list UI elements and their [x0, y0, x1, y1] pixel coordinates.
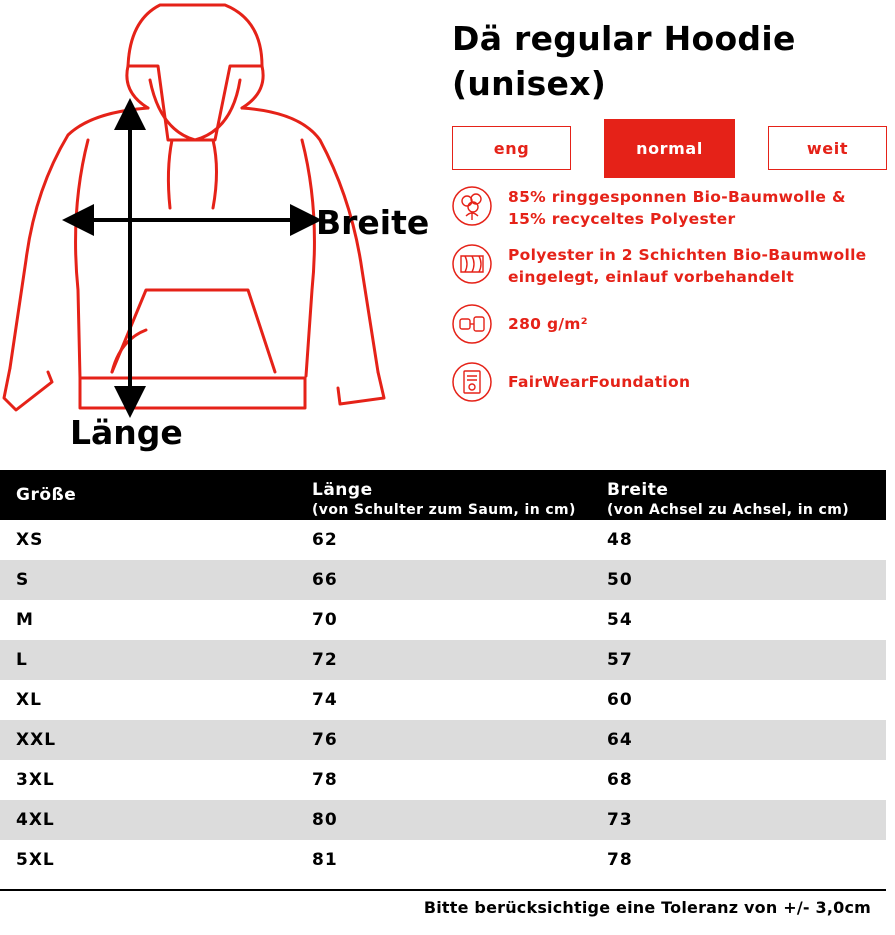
feature-text: 280 g/m² — [508, 315, 588, 333]
tolerance-note: Bitte berücksichtige eine Toleranz von +/- 3,0cm — [423, 898, 871, 917]
fit-option-weit[interactable] — [768, 126, 887, 170]
fit-option-normal[interactable] — [604, 119, 735, 178]
feature-text: FairWearFoundation — [508, 373, 691, 391]
width-cell: 73 — [591, 800, 886, 840]
width-cell: 64 — [591, 720, 886, 760]
size-cell: M — [16, 610, 34, 630]
length-cell: 80 — [296, 800, 591, 840]
header-width-label: Breite — [607, 480, 669, 500]
table-row — [0, 560, 886, 600]
fit-option-eng[interactable] — [452, 126, 571, 170]
table-bottom-rule — [0, 889, 886, 891]
header-length-sub: (von Schulter zum Saum, in cm) — [312, 502, 576, 518]
length-cell: 70 — [312, 610, 338, 630]
hoodie-illustration — [0, 0, 445, 460]
length-cell: 74 — [312, 690, 338, 710]
table-row — [0, 720, 886, 760]
table-row — [0, 680, 886, 720]
width-cell: 57 — [591, 640, 886, 680]
length-cell: 62 — [312, 530, 338, 550]
width-cell: 78 — [607, 850, 633, 870]
size-cell: XXL — [0, 720, 296, 760]
width-cell: 50 — [591, 560, 886, 600]
table-row — [0, 840, 886, 880]
fabric-layers-icon — [452, 244, 492, 284]
product-title: Dä regular Hoodie (unisex) — [452, 19, 796, 103]
table-row — [0, 640, 886, 680]
feature-material — [452, 186, 868, 230]
header-length — [296, 470, 591, 520]
weight-scale-icon — [452, 304, 492, 344]
header-width-sub: (von Achsel zu Achsel, in cm) — [607, 502, 850, 518]
header-width — [591, 470, 886, 520]
table-row — [0, 800, 886, 840]
header-size-label: Größe — [16, 485, 77, 505]
length-cell: 78 — [312, 770, 338, 790]
certificate-icon — [452, 362, 492, 402]
width-cell: 48 — [607, 530, 633, 550]
table-row — [0, 600, 886, 640]
fit-option-label: eng — [493, 138, 530, 158]
fit-option-label: normal — [636, 139, 703, 158]
table-header-row — [0, 470, 886, 520]
size-cell: 4XL — [0, 800, 296, 840]
size-cell: L — [0, 640, 296, 680]
width-cell: 68 — [607, 770, 633, 790]
header-length-label: Länge — [312, 480, 373, 500]
feature-weight — [452, 304, 588, 344]
length-cell: 76 — [296, 720, 591, 760]
length-label: Länge — [70, 413, 183, 452]
cotton-plant-icon — [452, 186, 492, 226]
width-cell: 60 — [607, 690, 633, 710]
size-cell: XS — [16, 530, 44, 550]
size-cell: 5XL — [16, 850, 55, 870]
feature-text: 85% ringgesponnen Bio-Baumwolle & 15% recyceltes Polyester — [508, 188, 846, 228]
table-row — [0, 520, 886, 560]
feature-text: Polyester in 2 Schichten Bio-Baumwolle eingelegt, einlauf vorbehandelt — [508, 246, 867, 286]
size-cell: 3XL — [16, 770, 55, 790]
fit-option-label: weit — [806, 138, 849, 158]
length-cell: 66 — [296, 560, 591, 600]
width-cell: 54 — [607, 610, 633, 630]
size-cell: XL — [16, 690, 42, 710]
feature-layers — [452, 244, 888, 288]
length-cell: 72 — [296, 640, 591, 680]
width-label: Breite — [316, 203, 430, 242]
feature-certification — [452, 362, 690, 402]
size-cell: S — [0, 560, 296, 600]
size-table — [0, 470, 886, 880]
table-row — [0, 760, 886, 800]
length-cell: 81 — [312, 850, 338, 870]
header-size — [0, 470, 296, 520]
